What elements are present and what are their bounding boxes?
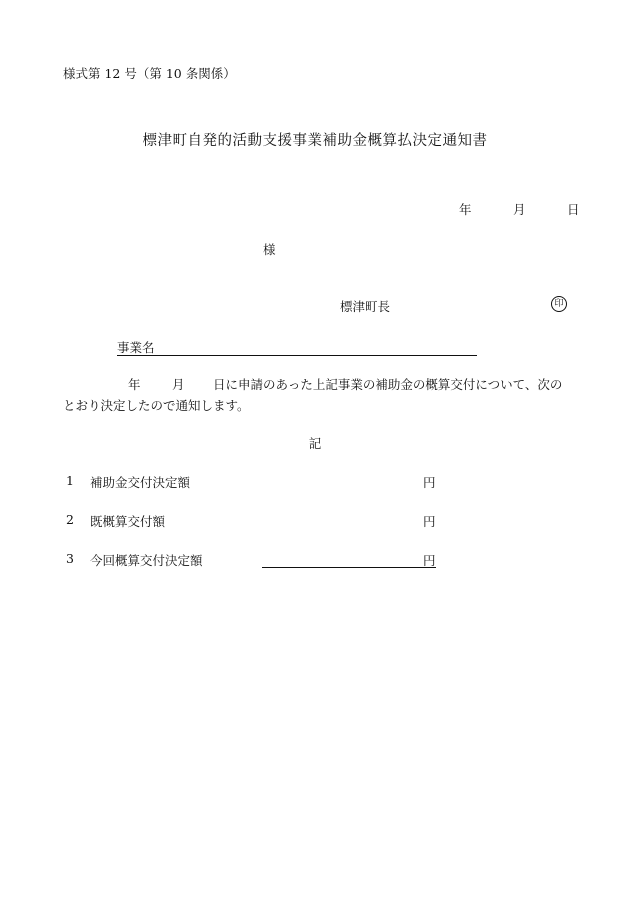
- body-line1-text: 日に申請のあった上記事業の補助金の概算交付について、次の: [213, 377, 563, 392]
- item-number: 3: [66, 551, 74, 566]
- seal-icon: 印: [551, 296, 567, 312]
- amount-underline: [262, 551, 436, 568]
- item-unit: 円: [423, 553, 436, 568]
- body-month-label: 月: [172, 377, 185, 392]
- body-year-label: 年: [128, 377, 141, 392]
- date-year-label: 年: [459, 202, 472, 217]
- form-number: 様式第 12 号（第 10 条関係）: [63, 66, 236, 81]
- item-grant-decision-amount: [63, 473, 438, 491]
- item-previous-advance-amount: [63, 512, 438, 530]
- project-label: 事業名: [117, 340, 155, 355]
- date-month-label: 月: [513, 202, 526, 217]
- item-number: 2: [66, 512, 74, 527]
- document-title: 標津町自発的活動支援事業補助金概算払決定通知書: [142, 133, 488, 149]
- item-current-advance-amount: [63, 551, 438, 569]
- item-label: 今回概算交付決定額: [90, 553, 203, 568]
- issuer-name: 標津町長: [340, 299, 391, 314]
- item-unit: 円: [423, 475, 436, 490]
- body-text-line2: とおり決定したので通知します。: [63, 398, 250, 413]
- item-unit: 円: [423, 514, 436, 529]
- ki-heading: 記: [308, 436, 322, 451]
- project-name-field: [117, 338, 477, 356]
- item-number: 1: [66, 473, 74, 488]
- item-label: 既概算交付額: [90, 514, 166, 529]
- date-day-label: 日: [567, 202, 580, 217]
- addressee-honorific: 様: [263, 242, 276, 257]
- item-label: 補助金交付決定額: [90, 475, 191, 490]
